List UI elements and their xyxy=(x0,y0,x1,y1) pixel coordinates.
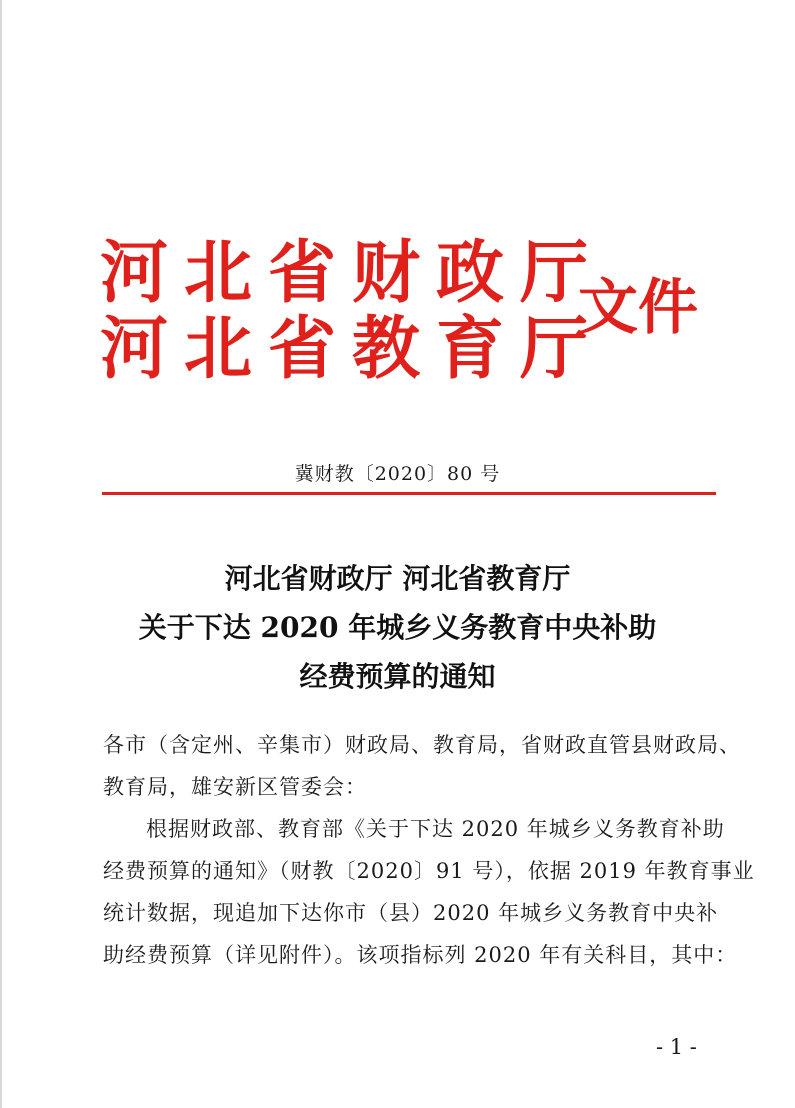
document-header xyxy=(100,234,720,389)
scan-edge-line xyxy=(0,0,2,1108)
red-header-rule xyxy=(102,492,716,495)
title-line-3: 经费预算的通知 xyxy=(299,660,496,693)
body-line-paragraph-4: 助经费预算（详见附件）。该项指标列 2020 年有关科目，其中： xyxy=(103,943,738,967)
document-number: 冀财教〔2020〕80 号 xyxy=(294,463,501,485)
body-line-paragraph-1: 根据财政部、教育部《关于下达 2020 年城乡义务教育补助 xyxy=(146,817,725,841)
issuer-line-finance-dept: 河北省财政厅 xyxy=(100,234,605,313)
issuer-line-education-dept: 河北省教育厅 xyxy=(100,310,605,389)
title-line-2: 关于下达 2020 年城乡义务教育中央补助 xyxy=(138,611,657,644)
body-line-paragraph-3: 统计数据，现追加下达你市（县）2020 年城乡义务教育中央补 xyxy=(103,901,719,925)
page-number: - 1 - xyxy=(656,1035,697,1059)
title-line-1: 河北省财政厅 河北省教育厅 xyxy=(224,562,571,595)
body-line-addressee-2: 教育局，雄安新区管委会： xyxy=(103,775,367,799)
body-line-paragraph-2: 经费预算的通知》（财教〔2020〕91 号），依据 2019 年教育事业 xyxy=(103,859,755,883)
document-type-label: 文件 xyxy=(578,273,698,343)
body-line-addressee-1: 各市（含定州、辛集市）财政局、教育局，省财政直管县财政局、 xyxy=(103,733,741,757)
